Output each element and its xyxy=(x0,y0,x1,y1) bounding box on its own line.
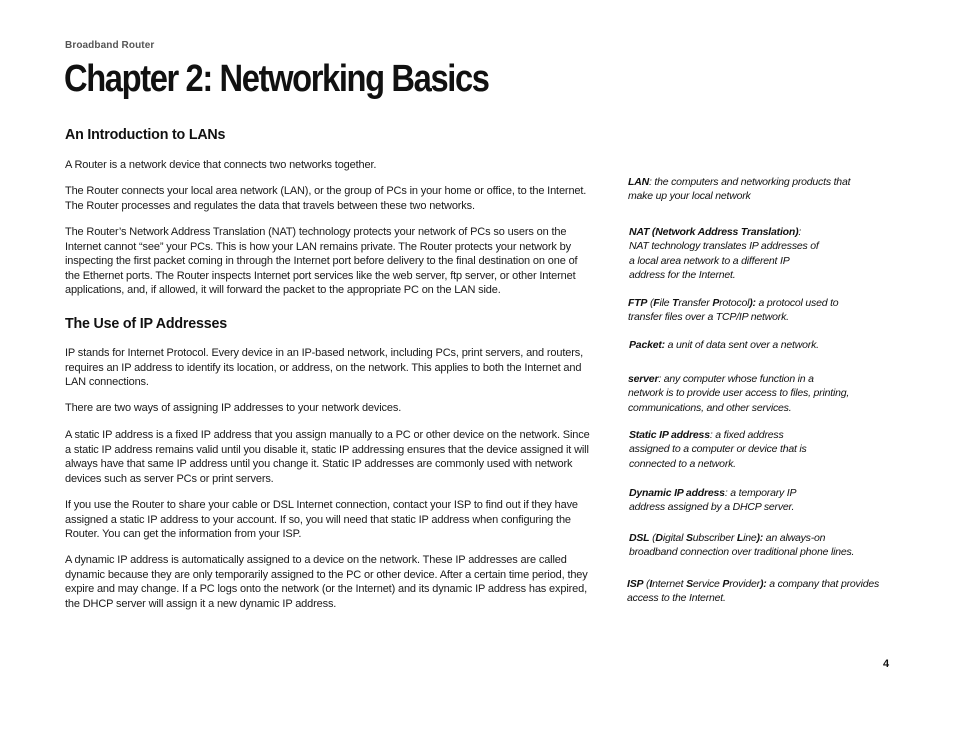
paragraph: IP stands for Internet Protocol. Every device in an IP-based network, including PCs, print servers, and routers, requires an IP address to identify its location, or address, on the network. This applies to both the Internet and LAN connections. xyxy=(65,347,583,389)
section-heading-lans: An Introduction to LANs xyxy=(65,126,226,143)
glossary-entry-nat: NAT (Network Address Translation): NAT technology translates IP addresses of a local area network to a different IP address for the Internet. xyxy=(629,226,819,281)
running-header: Broadband Router xyxy=(65,40,155,51)
paragraph: If you use the Router to share your cable or DSL Internet connection, contact your ISP to find out if they have assigned a static IP address to your account. If so, you will need that static IP address when configuring the Router. You can get the information from your ISP. xyxy=(65,499,578,541)
paragraph: A dynamic IP address is automatically assigned to a device on the network. These IP addresses are called dynamic because they are only temporarily assigned to the PC or other device. After a certain time period, they expire and may change. If a PC logs onto the network (or the Internet) and its dynamic IP address has expired, the DHCP server will assign it a new dynamic IP address. xyxy=(65,554,588,610)
glossary-entry-dsl: DSL (Digital Subscriber Line): an always-on broadband connection over traditional phone lines. xyxy=(629,532,855,559)
paragraph: The Router connects your local area network (LAN), or the group of PCs in your home or office, to the Internet. The Router processes and regulates the data that travels between these two networks. xyxy=(65,185,587,212)
paragraph: A static IP address is a fixed IP address that you assign manually to a PC or other device on the network. Since a static IP address remains valid until you disable it, static IP addressing ensures that the device assigned it will always have that same IP address until you change it. Static IP addresses are commonly used with network devices such as server PCs or print servers. xyxy=(65,429,590,485)
paragraph: There are two ways of assigning IP addresses to your network devices. xyxy=(65,402,402,414)
page-number: 4 xyxy=(883,658,890,670)
glossary-entry-lan: LAN: the computers and networking products that make up your local network xyxy=(628,176,851,203)
glossary-entry-isp: ISP (Internet Service Provider): a company that provides access to the Internet. xyxy=(627,578,880,605)
glossary-entry-ftp: FTP (File Transfer Protocol): a protocol used to transfer files over a TCP/IP network. xyxy=(628,297,839,324)
chapter-title: Chapter 2: Networking Basics xyxy=(64,58,489,100)
glossary-entry-dynamic-ip: Dynamic IP address: a temporary IP address assigned by a DHCP server. xyxy=(629,487,796,514)
paragraph: A Router is a network device that connects two networks together. xyxy=(65,159,377,171)
glossary-entry-server: server: any computer whose function in a network is to provide user access to files, printing, communications, and other services. xyxy=(628,373,850,414)
paragraph: The Router’s Network Address Translation (NAT) technology protects your network of PCs so users on the Internet cannot “see” your PCs. This is how your LAN remains private. The Router protects your network by inspecting the first packet coming in through the Internet port before delivery to the final destination on one of the Ethernet ports. The Router inspects Internet port services like the web server, ftp server, or other Internet applications, and, if allowed, it will forward the packet to the appropriate PC on the LAN side. xyxy=(65,226,578,297)
section-heading-ip-addresses: The Use of IP Addresses xyxy=(65,315,227,332)
glossary-entry-static-ip: Static IP address: a fixed address assigned to a computer or device that is connected to a network. xyxy=(629,429,807,470)
glossary-entry-packet: Packet: a unit of data sent over a network. xyxy=(629,339,819,351)
